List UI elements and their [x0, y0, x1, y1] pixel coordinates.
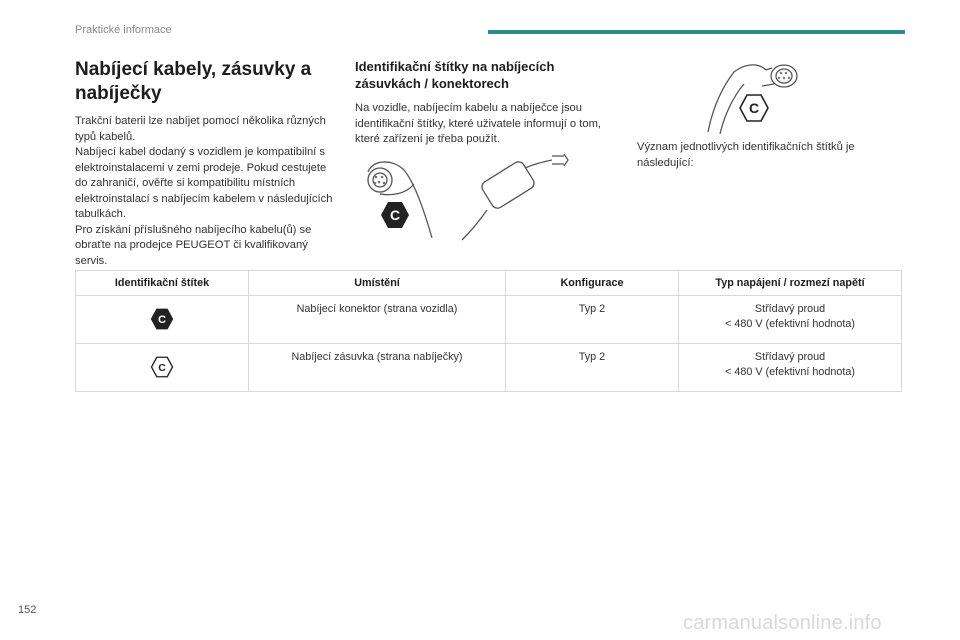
labels-column [355, 58, 605, 148]
page-title: Nabíjecí kabely, zásuvky a nabíječky [75, 59, 312, 104]
meaning-text: Význam jednotlivých identifikačních štítků je následující: [637, 141, 855, 169]
location-cell: Nabíjecí zásuvka (strana nabíječky) [249, 344, 506, 392]
column-header: Umístění [249, 271, 506, 296]
label-cell [76, 296, 249, 344]
section-label: Praktické informace [75, 24, 172, 36]
intro-text [75, 114, 337, 269]
hex-letter: C [157, 314, 167, 326]
config-cell: Typ 2 [506, 296, 679, 344]
intro-paragraph: Trakční baterii lze nabíjet pomocí několika různých typů kabelů. [75, 115, 326, 143]
filled-c-hex-icon [380, 200, 410, 230]
intro-paragraph: Nabíjecí kabel dodaný s vozidlem je kompatibilní s elektroinstalacemi v zemi prodeje. Pokud cestujete do zahraničí, ověřte si kompatibilitu místních elektroinstalací s nabíjecím kabelem v následujících tabulkách. [75, 146, 333, 220]
voltage-range: < 480 V (efektivní hodnota) [725, 366, 855, 378]
voltage-range: < 480 V (efektivní hodnota) [725, 318, 855, 330]
column-header: Konfigurace [506, 271, 679, 296]
section-heading: Identifikační štítky na nabíjecích zásuvkách / konektorech [355, 59, 555, 91]
page-number: 152 [18, 604, 37, 616]
power-cell [679, 344, 902, 392]
watermark: carmanualsonline.info [683, 612, 882, 634]
label-cell [76, 344, 249, 392]
table-header-row [76, 271, 902, 296]
labels-text: Na vozidle, nabíjecím kabelu a nabíječce jsou identifikační štítky, které uživatele informují o tom, které zařízení je třeba použít. [355, 102, 602, 145]
power-cell [679, 296, 902, 344]
hex-letter: C [748, 100, 760, 116]
location-cell: Nabíjecí konektor (strana vozidla) [249, 296, 506, 344]
config-cell: Typ 2 [506, 344, 679, 392]
column-header: Typ napájení / rozmezí napětí [679, 271, 902, 296]
charging-cable-illustration [362, 150, 582, 245]
column-header: Identifikační štítek [76, 271, 249, 296]
table-row [76, 344, 902, 392]
table-row [76, 296, 902, 344]
labels-table [75, 270, 902, 392]
filled-c-hex-icon [150, 307, 174, 331]
intro-column [75, 58, 337, 269]
power-type: Střídavý proud [754, 351, 826, 363]
outline-c-hex-icon [150, 355, 174, 379]
outline-c-hex-icon [738, 93, 770, 123]
hex-letter: C [158, 361, 166, 374]
hex-letter: C [389, 207, 401, 223]
header-rule [488, 30, 905, 34]
intro-paragraph: Pro získání příslušného nabíjecího kabelu(ů) se obraťte na prodejce PEUGEOT či kvalifikovaný servis. [75, 223, 312, 267]
power-type: Střídavý proud [754, 303, 826, 315]
meaning-column [637, 140, 887, 171]
